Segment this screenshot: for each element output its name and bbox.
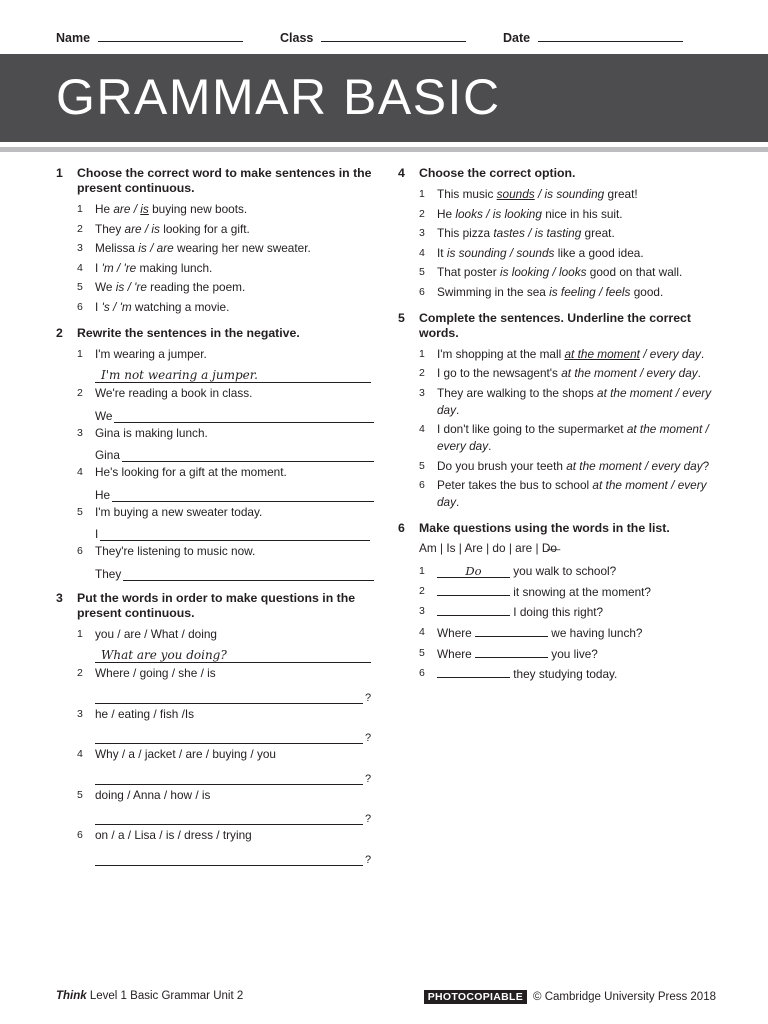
ex6-item-6 [419,665,718,683]
sentence-start: He [437,206,456,221]
item-text [437,385,718,419]
exercise-heading [398,311,718,341]
answer-prefix: They [95,566,122,581]
item-number: 5 [419,646,425,659]
answer-line[interactable] [100,527,370,541]
ex1-item-5 [77,279,374,296]
sentence-start: That poster [437,265,500,279]
ex2-item-1 [77,346,374,363]
question-mark: ? [365,691,372,704]
item-number: 6 [419,285,425,298]
example-answer-line[interactable]: What are you doing? [95,645,371,663]
option-separator: / [113,260,124,275]
ex4-item-4 [419,245,718,262]
footer-brand: Think [56,990,87,1002]
option-a[interactable]: are [113,202,131,216]
option-b[interactable]: is [151,221,160,236]
sentence-start: Do you brush your teeth [437,458,567,473]
option-separator: / [667,478,678,492]
sentence-end: wearing her new sweater. [173,241,311,255]
option-b[interactable]: every day [649,346,701,361]
ex5-item-5 [419,458,718,475]
answer-line[interactable] [112,488,374,502]
sentence-end: great. [581,226,615,240]
item-text [437,284,718,301]
item-text [437,583,718,601]
ex3-item-4 [77,746,374,763]
item-text [437,225,718,242]
answer-row [95,725,374,744]
item-number: 3 [419,386,425,399]
exercise-number: 1 [56,166,63,180]
sentence-end: . [488,439,492,453]
option-a[interactable]: is [138,241,147,255]
item-number: 3 [77,707,83,720]
exercise-heading [56,591,374,621]
ex5-item-3 [419,385,718,419]
option-a[interactable]: at the moment [561,366,637,380]
item-text [437,346,718,363]
ex3-item-6 [77,827,374,844]
question-mark: ? [365,772,372,785]
option-separator: / [482,206,493,221]
answer-row [95,405,374,423]
answer-row [95,484,374,502]
item-number: 3 [77,426,83,439]
item-number: 1 [77,347,83,360]
item-number: 1 [419,565,425,577]
option-a[interactable]: is sounding [446,245,507,260]
answer-prefix: I [95,527,99,541]
option-b[interactable]: every day [437,478,707,509]
option-separator: / [524,226,535,240]
item-text: I'm buying a new sweater today. [95,504,263,519]
ex2-item-6 [77,543,374,560]
sentence-start: I [95,260,102,275]
option-separator: / [672,385,683,400]
date-label: Date [503,31,531,45]
item-text: We're reading a book in class. [95,386,253,400]
exercise-3 [56,591,374,866]
option-a[interactable]: is feeling [549,284,596,299]
option-b[interactable]: every day [437,385,712,417]
ex3-item-3 [77,706,374,723]
sentence-start: We [95,280,116,294]
ex4-item-2 [419,206,718,223]
answer-row [95,563,374,581]
photocopiable-badge: PHOTOCOPIABLE [424,990,527,1004]
item-number: 6 [419,479,425,491]
ex6-item-1 [419,563,718,580]
answer-prefix: Gina [95,448,120,462]
option-b[interactable]: every day [437,439,489,453]
answer-row [95,444,374,462]
sentence-end: reading the poem. [146,280,246,294]
ex2-item-5 [77,504,374,521]
option-a-underlined[interactable]: at the moment [564,346,640,361]
word-list: Am | Is | Are | do | are | D̶o̶ [419,541,557,555]
ex3-item-2 [77,665,374,682]
option-a[interactable]: at the moment [566,458,642,473]
item-number: 3 [419,605,425,618]
sentence-start: They are walking to the shops [437,385,598,400]
option-b[interactable]: 'm [119,299,132,314]
item-text [437,563,718,580]
item-number: 5 [77,505,83,518]
ex5-item-2 [419,365,718,382]
exercise-1 [56,166,374,316]
sentence-start: Where [437,646,476,661]
item-text [437,477,718,511]
item-text [437,645,718,663]
item-text [95,201,374,218]
item-number: 6 [77,300,83,313]
copyright-text: © Cambridge University Press 2018 [533,991,716,1003]
item-text [437,186,718,203]
answer-line[interactable] [123,567,374,581]
item-number: 4 [419,423,425,435]
item-text [95,299,374,316]
sentence-end: nice in his suit. [541,206,623,221]
item-number: 1 [419,188,425,200]
item-number: 2 [419,584,425,597]
ex3-item-1 [77,626,374,643]
sentence-end: you walk to school? [510,564,617,578]
option-b[interactable]: looks [558,265,587,279]
option-b[interactable]: is tasting [534,226,582,240]
example-answer-line[interactable]: I'm not wearing a jumper. [95,365,371,383]
exercise-number: 2 [56,325,63,340]
sentence-start: It [437,245,447,260]
page-title: GRAMMAR BASIC [56,69,501,125]
exercise-instruction: Make questions using the words in the list. [419,521,670,535]
answer-line[interactable] [122,448,374,462]
option-a[interactable]: at the moment [626,422,703,436]
option-b[interactable]: is looking [492,206,542,221]
item-number: 1 [77,203,83,215]
item-text [437,264,718,281]
item-number: 2 [77,667,83,679]
sentence-end: . [456,402,460,417]
option-separator: / [506,245,517,260]
answer-line[interactable] [95,729,363,744]
exercise-number: 6 [398,521,405,535]
option-separator: / [641,458,652,473]
option-a[interactable]: at the moment [597,385,673,400]
option-b-underlined[interactable]: is [140,202,149,216]
answer-blank[interactable] [475,645,548,658]
sentence-end: looking for a gift. [159,221,250,236]
question-mark: ? [365,813,372,825]
example-blank[interactable]: Do [437,565,510,578]
item-number: 1 [77,627,83,640]
ex1-item-6 [77,299,374,316]
answer-row [95,685,374,704]
date-field[interactable] [503,29,683,45]
footer-copyright-block [424,990,716,1004]
option-b[interactable]: feels [605,284,631,299]
exercise-2 [56,326,374,581]
date-line[interactable] [538,29,683,42]
item-number: 2 [419,207,425,220]
page-footer [56,990,716,1006]
item-number: 2 [77,222,83,235]
ex1-item-4 [77,260,374,277]
item-text: you / are / What / doing [95,626,217,641]
right-column [398,166,718,693]
item-text: He's looking for a gift at the moment. [95,465,287,479]
answer-row [95,523,374,541]
option-b[interactable]: every day [651,458,703,473]
option-a[interactable]: are [124,221,142,236]
option-separator: / [124,280,135,294]
option-separator: / [130,202,141,216]
item-number: 2 [77,387,83,399]
ex4-item-1 [419,186,718,203]
item-text: Where / going / she / is [95,666,216,680]
ex1-item-1 [77,201,374,218]
sentence-start: This music [437,187,497,201]
option-a[interactable]: looks [455,206,483,221]
question-mark: ? [365,732,372,744]
exercise-instruction: Put the words in order to make questions in the present continuous. [77,590,356,620]
exercise-5 [398,311,718,512]
name-field[interactable] [56,29,243,45]
option-separator: / [549,265,559,279]
item-text: doing / Anna / how / is [95,787,211,802]
ex2-item-2 [77,385,374,402]
item-text: I'm wearing a jumper. [95,346,207,361]
sentence-end: watching a movie. [131,299,230,314]
item-number: 5 [77,281,83,293]
item-number: 4 [419,626,425,639]
item-text [437,245,718,262]
item-text [95,221,374,238]
option-b[interactable]: every day [646,366,698,380]
sentence-start: He [95,202,114,216]
class-line[interactable] [321,29,466,42]
item-number: 5 [419,266,425,278]
answer-blank[interactable] [437,665,510,678]
exercise-instruction: Choose the correct word to make sentences in the present continuous. [77,166,372,195]
sentence-start: They [95,221,125,236]
item-number: 5 [77,788,83,801]
sentence-end: we having lunch? [548,626,643,641]
sentence-start: Swimming in the sea [437,284,550,299]
exercise-instruction: Complete the sentences. Underline the correct words. [419,310,691,340]
answer-prefix: We [95,408,113,423]
item-text [437,206,718,223]
exercise-number: 4 [398,166,405,180]
item-text: Why / a / jacket / are / buying / you [95,747,276,761]
answer-row [95,847,374,866]
ex5-item-1 [419,346,718,363]
ex6-item-4 [419,624,718,642]
ex3-item-5 [77,787,374,804]
option-b[interactable]: is sounding [544,187,605,201]
option-a[interactable]: tastes [493,226,525,240]
sentence-end: they studying today. [510,667,618,682]
item-text: on / a / Lisa / is / dress / trying [95,828,252,842]
item-text [437,624,718,642]
exercise-instruction: Choose the correct option. [419,166,576,180]
exercise-number: 5 [398,310,405,325]
item-text [95,240,374,257]
item-number: 6 [77,829,83,841]
sentence-end: . [456,495,460,509]
class-label: Class [280,31,314,45]
answer-row [95,766,374,785]
sentence-end: great! [604,187,638,201]
sentence-end: making lunch. [136,260,213,275]
ex1-item-3 [77,240,374,257]
item-number: 6 [77,545,83,557]
answer-prefix: He [95,487,111,502]
sentence-end: I doing this right? [510,605,604,620]
exercise-number: 3 [56,590,63,605]
option-b[interactable]: are [156,241,174,255]
ex4-item-5 [419,264,718,281]
ex2-item-3 [77,425,374,442]
exercise-heading [398,521,718,536]
left-column [56,166,374,876]
option-b[interactable]: sounds [516,245,555,260]
ex4-item-6 [419,284,718,301]
sentence-start: Melissa [95,241,139,255]
sentence-start: I'm shopping at the mall [437,346,565,361]
title-banner [0,54,768,142]
option-a-underlined[interactable]: sounds [496,187,535,201]
name-line[interactable] [98,29,243,42]
option-b[interactable]: 're [123,260,137,275]
sentence-start: This pizza [437,226,494,240]
answer-line[interactable] [114,409,374,423]
answer-row [95,806,374,825]
sentence-end: it snowing at the moment? [510,584,651,599]
item-number: 4 [77,261,83,274]
ex6-item-5 [419,645,718,663]
option-separator: / [109,299,120,314]
answer-line[interactable] [95,851,363,866]
item-number: 1 [419,347,425,360]
ex5-item-6 [419,477,718,511]
item-number: 4 [77,748,83,760]
exercise-4 [398,166,718,301]
ex6-item-2 [419,583,718,601]
item-text [437,665,718,683]
sentence-end: you live? [548,646,598,661]
exercise-6 [398,521,718,683]
footer-unit-text: Level 1 Basic Grammar Unit 2 [86,990,244,1002]
item-number: 4 [77,466,83,478]
sentence-end: . [700,346,705,361]
item-number: 4 [419,246,425,259]
ex6-item-3 [419,603,718,621]
item-text: he / eating / fish /Is [95,706,195,721]
option-a[interactable]: is looking [499,265,550,279]
answer-line[interactable] [95,810,363,825]
option-a[interactable]: 'm [101,260,114,275]
option-separator: / [146,241,157,255]
answer-blank[interactable] [437,603,510,616]
item-number: 3 [77,242,83,254]
ex1-item-2 [77,221,374,238]
sentence-end: like a good idea. [554,245,644,260]
item-text [437,365,718,382]
option-separator: / [639,346,650,361]
exercise-instruction: Rewrite the sentences in the negative. [77,325,300,340]
option-b[interactable]: 're [134,280,147,294]
option-a[interactable]: at the moment [592,478,668,492]
item-number: 3 [419,227,425,239]
answer-blank[interactable] [437,583,510,596]
sentence-end: good. [630,284,664,299]
sentence-end: buying new boots. [148,202,248,216]
option-a[interactable]: is [115,280,125,294]
option-separator: / [702,422,709,436]
answer-blank[interactable] [475,624,548,637]
item-number: 5 [419,459,425,472]
sentence-start: Peter takes the bus to school [437,478,593,492]
question-mark: ? [365,853,372,866]
option-separator: / [595,284,606,299]
option-separator: / [636,366,647,380]
item-text [437,421,718,455]
answer-line[interactable] [95,689,363,704]
class-field[interactable] [280,29,466,45]
sentence-start: I don't like going to the supermarket [437,422,627,436]
sentence-start: I go to the newsagent's [437,366,562,380]
footer-title [56,990,243,1002]
option-separator: / [141,221,152,236]
sentence-end: ? [702,458,710,473]
exercise-heading [56,166,374,196]
exercise-heading [398,166,718,181]
name-label: Name [56,31,91,45]
sentence-end: . [697,366,701,380]
sentence-end: good on that wall. [586,265,683,279]
option-a[interactable]: 's [101,299,110,314]
exercise-heading [56,326,374,341]
answer-line[interactable] [95,770,363,785]
item-text [95,260,374,277]
sentence-start: Where [437,626,476,641]
header-fields [0,29,768,47]
item-number: 6 [419,667,425,680]
sentence-start: I [95,299,102,314]
option-separator: / [534,187,545,201]
ex2-item-4 [77,464,374,481]
item-text: Gina is making lunch. [95,425,208,440]
item-text [437,603,718,621]
ex5-item-4 [419,421,718,455]
ex4-item-3 [419,225,718,242]
item-text [95,279,374,296]
item-text [437,458,718,475]
banner-rule [0,147,768,152]
item-number: 2 [419,367,425,379]
item-text: They're listening to music now. [95,544,256,558]
